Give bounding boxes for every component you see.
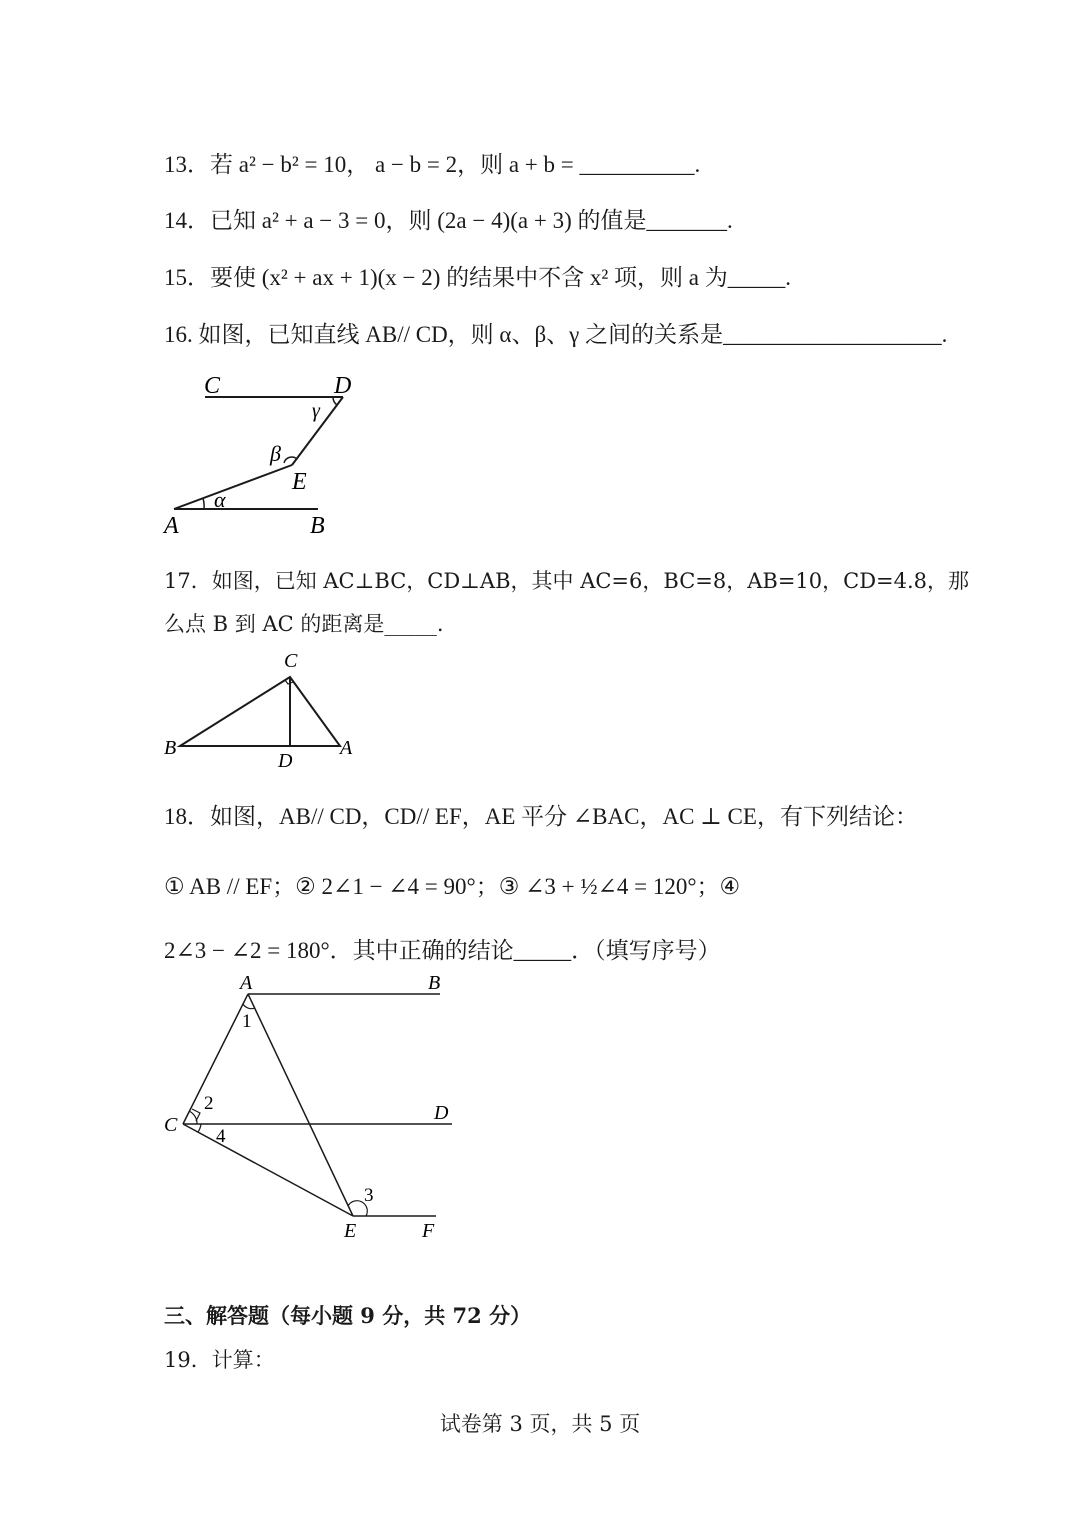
angle-3: 3	[364, 1185, 374, 1206]
label-E: E	[344, 1220, 357, 1242]
question-17-line-1: 17．如图，已知 AC⊥BC，CD⊥AB，其中 AC=6，BC=8，AB=10，CD=4.8，那	[164, 569, 970, 593]
label-D: D	[434, 1102, 449, 1124]
label-A: A	[164, 513, 179, 539]
page-footer: 试卷第 3 页，共 5 页	[439, 1412, 641, 1436]
label-B: B	[310, 513, 325, 539]
angle-1: 1	[242, 1011, 252, 1032]
label-E: E	[292, 469, 307, 495]
label-F: F	[422, 1220, 435, 1242]
question-16: 16. 如图，已知直线 AB// CD，则 α、β、γ 之间的关系是___________________.	[164, 322, 948, 347]
label-D: D	[334, 373, 352, 399]
question-18-line-2: ① AB // EF；② 2∠1 − ∠4 = 90°；③ ∠3 + ½∠4 = 120°；④	[164, 874, 741, 899]
label-gamma: γ	[312, 400, 320, 422]
label-B: B	[164, 737, 177, 759]
question-18-line-3: 2∠3 − ∠2 = 180°．其中正确的结论_____．（填写序号）	[164, 938, 721, 963]
section-3-heading: 三、解答题（每小题 9 分，共 72 分）	[164, 1303, 532, 1328]
label-C: C	[204, 373, 221, 399]
label-D: D	[278, 750, 293, 772]
label-C: C	[164, 1114, 178, 1136]
question-14: 14．已知 a² + a − 3 = 0，则 (2a − 4)(a + 3) 的值是_______.	[164, 208, 733, 233]
angle-4: 4	[216, 1126, 226, 1147]
question-17-line-2: 么点 B 到 AC 的距离是_____.	[164, 612, 444, 636]
question-13: 13．若 a² − b² = 10， a − b = 2，则 a + b = __________.	[164, 152, 701, 177]
label-alpha: α	[214, 487, 226, 512]
question-18-line-1: 18．如图，AB// CD，CD// EF，AE 平分 ∠BAC，AC ⊥ CE，有下列结论：	[164, 804, 918, 829]
question-19: 19．计算：	[164, 1348, 275, 1372]
figure-17	[160, 645, 370, 775]
angle-2: 2	[204, 1093, 214, 1114]
label-beta: β	[270, 441, 281, 466]
label-C: C	[284, 650, 298, 672]
figure-18	[160, 965, 460, 1245]
question-15: 15．要使 (x² + ax + 1)(x − 2) 的结果中不含 x² 项，则 a 为_____.	[164, 265, 792, 290]
label-B: B	[428, 972, 441, 994]
figure-16	[160, 365, 380, 545]
label-A: A	[240, 972, 253, 994]
label-A: A	[340, 737, 353, 759]
